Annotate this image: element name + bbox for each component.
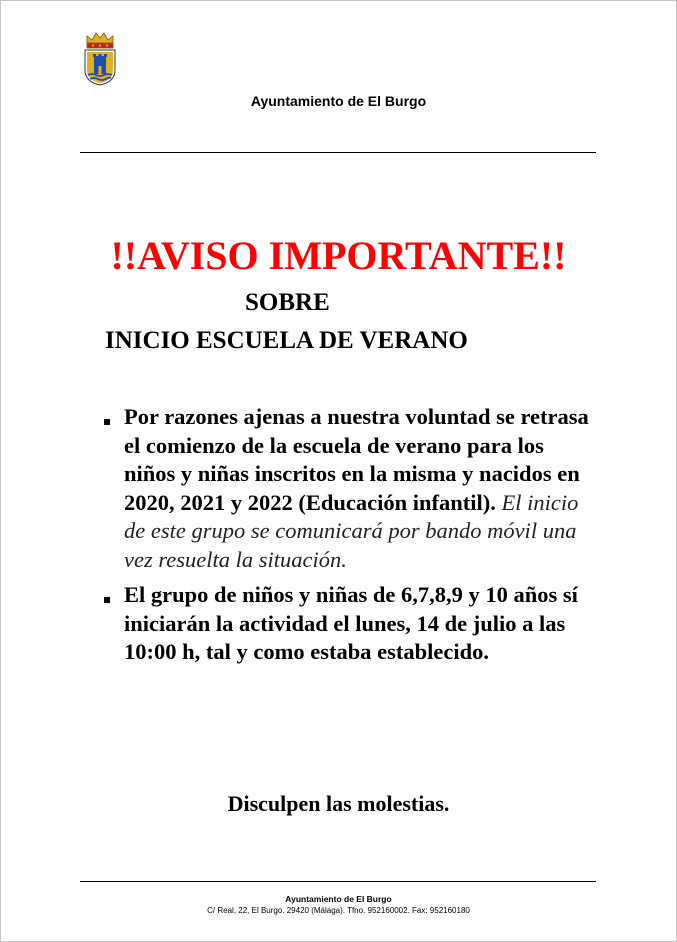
footer-address: C/ Real, 22, El Burgo. 29420 (Málaga). Tfno. 952160002. Fax: 952160180	[207, 906, 470, 915]
notice-title: !!AVISO IMPORTANTE!!	[110, 233, 567, 278]
notice-subtitle-line2: INICIO ESCUELA DE VERANO	[105, 327, 468, 354]
bullet-bold-text: El grupo de niños y niñas de 6,7,8,9 y 10 años sí iniciarán la actividad el lunes, 14 de julio a las 10:00 h, tal y como estaba establecido.	[124, 582, 578, 664]
bullet-square-icon	[104, 597, 110, 603]
bullet-bold-text: Por razones ajenas a nuestra voluntad se retrasa el comienzo de la escuela de verano para los niños y niñas inscritos en la misma y nacidos en 2020, 2021 y 2022 (Educación infantil).	[124, 404, 589, 515]
notice-bullet-list	[100, 403, 600, 667]
notice-subtitle-line1: SOBRE	[245, 289, 330, 316]
header-divider	[80, 152, 596, 153]
closing-message: Disculpen las molestias.	[227, 791, 450, 816]
footer-organization: Ayuntamiento de El Burgo	[285, 894, 392, 904]
coat-of-arms-icon	[82, 30, 118, 86]
bullet-italic-text: El inicio de este grupo se comunicará por bando móvil una vez resuelta la situación.	[124, 489, 579, 572]
organization-header: Ayuntamiento de El Burgo	[250, 93, 427, 109]
bullet-item	[100, 581, 600, 667]
bullet-square-icon	[104, 419, 110, 425]
bullet-item	[100, 403, 600, 574]
footer-divider	[80, 881, 596, 882]
